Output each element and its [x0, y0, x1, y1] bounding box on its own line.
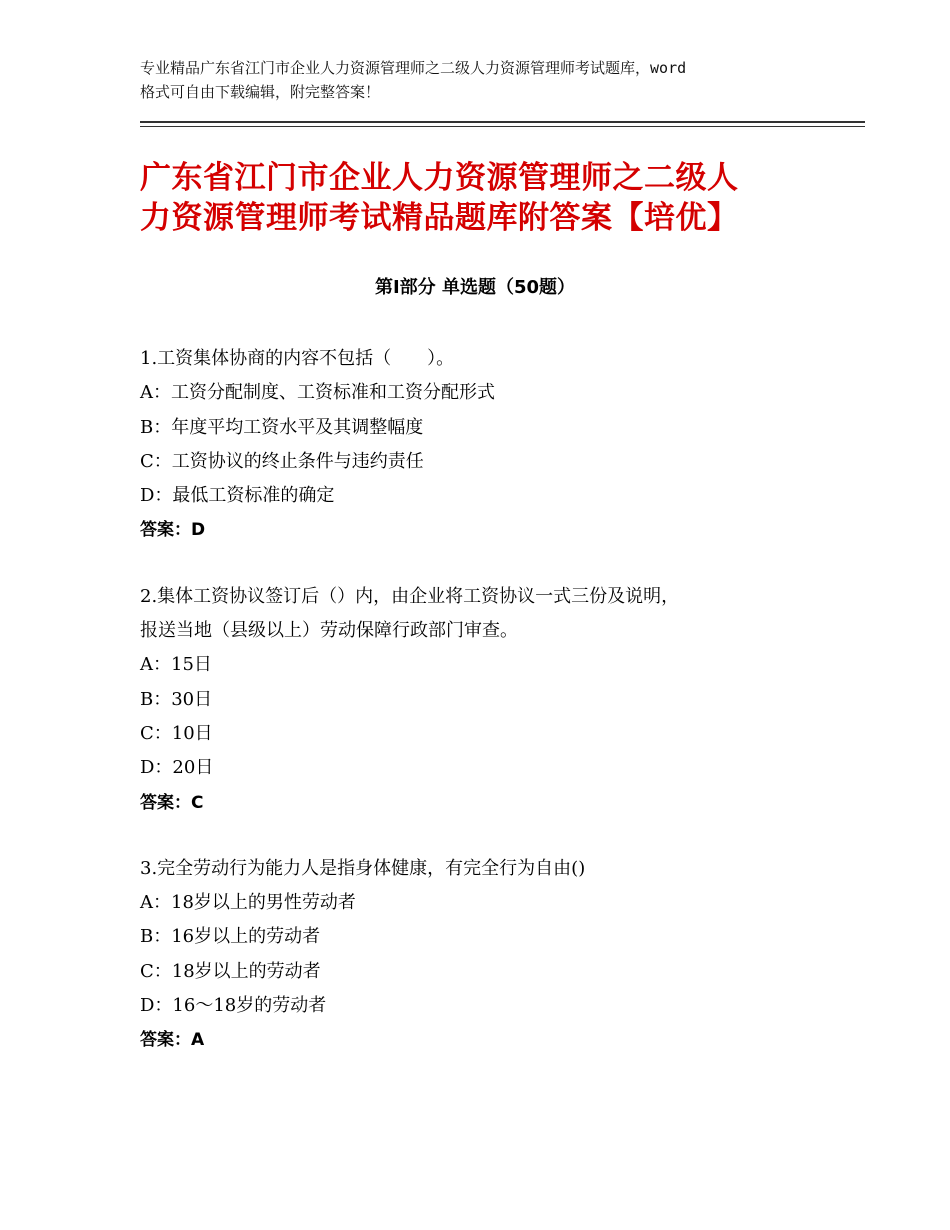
option-b: B：30日	[140, 688, 213, 710]
option-a: A：18岁以上的男性劳动者	[140, 892, 356, 914]
question-2	[140, 580, 840, 820]
document-title-line: 广东省江门市企业人力资源管理师之二级人	[140, 160, 739, 196]
option-c: C：18岁以上的劳动者	[140, 960, 321, 982]
option-d: D：最低工资标准的确定	[140, 485, 335, 507]
option-c: C：10日	[140, 722, 213, 744]
option-b: B：年度平均工资水平及其调整幅度	[140, 416, 424, 438]
question-stem: 1.工资集体协商的内容不包括（ ）。	[140, 348, 455, 369]
header-divider-thick	[140, 121, 865, 123]
header-note-line: 格式可自由下载编辑，附完整答案！	[140, 83, 381, 101]
option-d: D：16～18岁的劳动者	[140, 995, 327, 1017]
answer: 答案：D	[140, 520, 206, 541]
question-stem: 报送当地（县级以上）劳动保障行政部门审查。	[140, 620, 518, 642]
answer: 答案：C	[140, 792, 204, 813]
option-c: C：工资协议的终止条件与违约责任	[140, 450, 424, 472]
question-stem: 3.完全劳动行为能力人是指身体健康，有完全行为自由()	[140, 857, 586, 879]
document-title	[140, 158, 840, 238]
option-a: A：工资分配制度、工资标准和工资分配形式	[140, 382, 495, 404]
option-b: B：16岁以上的劳动者	[140, 926, 321, 948]
question-3	[140, 852, 840, 1058]
question-1	[140, 342, 840, 548]
question-stem: 2.集体工资协议签订后（）内，由企业将工资协议一式三份及说明，	[140, 585, 680, 607]
option-a: A：15日	[140, 654, 212, 676]
header-note	[140, 56, 830, 104]
answer: 答案：A	[140, 1030, 205, 1051]
document-title-line: 力资源管理师考试精品题库附答案【培优】	[140, 200, 739, 236]
header-note-line: 专业精品广东省江门市企业人力资源管理师之二级人力资源管理师考试题库，word	[140, 59, 687, 77]
option-d: D：20日	[140, 757, 214, 779]
question-list	[140, 342, 840, 1090]
section-title: 第Ⅰ部分 单选题（50题）	[374, 277, 575, 298]
header-divider-thin	[140, 126, 865, 127]
